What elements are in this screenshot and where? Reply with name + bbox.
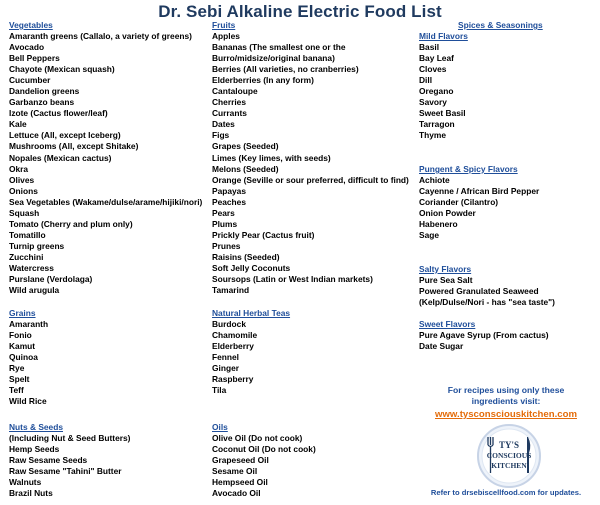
list-item: Turnip greens bbox=[9, 240, 65, 251]
list-item: Date Sugar bbox=[419, 341, 464, 352]
pungent-flavors-heading: Pungent & Spicy Flavors bbox=[419, 164, 518, 174]
list-item: Orange (Seville or sour preferred, difficult to find) bbox=[212, 174, 409, 185]
logo-text-1: TY'S bbox=[498, 440, 520, 450]
list-item: Avocado bbox=[9, 42, 45, 53]
list-item: Oregano bbox=[419, 86, 454, 97]
list-item: Habenero bbox=[419, 219, 458, 230]
oils-section bbox=[212, 422, 316, 499]
kitchen-logo bbox=[476, 423, 542, 489]
list-item: Soursops (Latin or West Indian markets) bbox=[212, 274, 373, 285]
fruits-heading: Fruits bbox=[212, 20, 236, 30]
list-item: Tomatillo bbox=[9, 229, 46, 240]
list-item: Brazil Nuts bbox=[9, 488, 53, 499]
list-item: Tomato (Cherry and plum only) bbox=[9, 218, 133, 229]
mild-flavors-list bbox=[419, 42, 468, 141]
fruits-list bbox=[212, 31, 409, 296]
list-item: Wild Rice bbox=[9, 396, 47, 407]
sweet-flavors-list bbox=[419, 330, 549, 352]
nuts-seeds-heading: Nuts & Seeds bbox=[9, 422, 63, 432]
list-item: Elderberry bbox=[212, 341, 254, 352]
website-link[interactable]: www.tysconsciouskitchen.com bbox=[435, 409, 577, 420]
mild-flavors-section bbox=[419, 31, 468, 141]
oils-list bbox=[212, 433, 316, 499]
recipes-line-2: ingredients visit: bbox=[471, 396, 541, 406]
grains-heading: Grains bbox=[9, 308, 36, 318]
list-item: Watercress bbox=[9, 262, 54, 273]
grains-section bbox=[9, 308, 48, 407]
list-item: Nopales (Mexican cactus) bbox=[9, 152, 112, 163]
oils-heading: Oils bbox=[212, 422, 228, 432]
list-item: Purslane (Verdolaga) bbox=[9, 274, 93, 285]
list-item: Sage bbox=[419, 230, 440, 241]
logo-text-3: KITCHEN bbox=[491, 461, 527, 470]
list-item: Basil bbox=[419, 42, 440, 52]
list-item: Soft Jelly Coconuts bbox=[212, 262, 291, 273]
recipes-note bbox=[418, 385, 594, 407]
salty-flavors-section bbox=[419, 264, 555, 308]
list-item: Amaranth greens (Callalo, a variety of greens) bbox=[9, 31, 192, 41]
list-item: Tila bbox=[212, 385, 227, 396]
list-item: Spelt bbox=[9, 374, 30, 385]
salty-flavors-list bbox=[419, 275, 555, 308]
list-item: Papayas bbox=[212, 185, 246, 196]
list-item: Olive Oil (Do not cook) bbox=[212, 433, 303, 443]
list-item: Coconut Oil (Do not cook) bbox=[212, 444, 316, 455]
logo-text-2: CONSCIOUS bbox=[486, 451, 532, 460]
list-item: Dill bbox=[419, 75, 433, 86]
vegetables-list bbox=[9, 31, 202, 296]
mild-flavors-heading: Mild Flavors bbox=[419, 31, 468, 41]
list-item: Ginger bbox=[212, 363, 239, 374]
list-item: Dandelion greens bbox=[9, 86, 80, 97]
pungent-flavors-section bbox=[419, 164, 539, 241]
list-item: Raw Sesame "Tahini" Butter bbox=[9, 466, 122, 477]
herbal-teas-list bbox=[212, 319, 290, 396]
list-item: Mushrooms (All, except Shitake) bbox=[9, 141, 139, 152]
list-item: Zucchini bbox=[9, 251, 44, 262]
sweet-flavors-heading: Sweet Flavors bbox=[419, 319, 476, 329]
list-item: Achiote bbox=[419, 175, 450, 185]
refer-note: Refer to drsebiscellfood.com for updates. bbox=[430, 488, 582, 497]
list-item: Bay Leaf bbox=[419, 53, 454, 64]
list-item: Tamarind bbox=[212, 285, 250, 296]
list-item: Lettuce (All, except Iceberg) bbox=[9, 130, 121, 141]
list-item: Wild arugula bbox=[9, 285, 60, 296]
list-item: Hempseed Oil bbox=[212, 477, 268, 488]
list-item: Cloves bbox=[419, 64, 447, 75]
list-item: Savory bbox=[419, 97, 447, 108]
list-item: Currants bbox=[212, 108, 247, 119]
list-item: Burro/midsize/original banana) bbox=[212, 53, 335, 64]
list-item: Izote (Cactus flower/leaf) bbox=[9, 108, 108, 119]
list-item: Chayote (Mexican squash) bbox=[9, 64, 115, 75]
list-item: Garbanzo beans bbox=[9, 97, 75, 108]
list-item: Elderberries (In any form) bbox=[212, 75, 314, 86]
list-item: Sesame Oil bbox=[212, 466, 258, 477]
list-item: Quinoa bbox=[9, 352, 38, 363]
list-item: Plums bbox=[212, 218, 238, 229]
list-item: Apples bbox=[212, 31, 240, 41]
list-item: Berries (All varieties, no cranberries) bbox=[212, 64, 359, 75]
sweet-flavors-section bbox=[419, 319, 549, 352]
list-item: Avocado Oil bbox=[212, 488, 261, 499]
list-item: Figs bbox=[212, 130, 230, 141]
list-item: Walnuts bbox=[9, 477, 42, 488]
list-item: Grapeseed Oil bbox=[212, 455, 269, 466]
list-item: Onions bbox=[9, 185, 38, 196]
list-item: Cantaloupe bbox=[212, 86, 258, 97]
list-item: Cucumber bbox=[9, 75, 51, 86]
list-item: Prickly Pear (Cactus fruit) bbox=[212, 229, 315, 240]
list-item: Fonio bbox=[9, 330, 32, 341]
list-item: Bell Peppers bbox=[9, 53, 60, 64]
list-item: Peaches bbox=[212, 196, 246, 207]
list-item: Pure Sea Salt bbox=[419, 275, 473, 285]
list-item: Pears bbox=[212, 207, 235, 218]
list-item: Olives bbox=[9, 174, 35, 185]
list-item: Rye bbox=[9, 363, 25, 374]
list-item: Onion Powder bbox=[419, 208, 476, 219]
fruits-section bbox=[212, 20, 409, 296]
vegetables-section bbox=[9, 20, 202, 296]
list-item: Kale bbox=[9, 119, 27, 130]
list-item: Amaranth bbox=[9, 319, 49, 329]
list-item: Sweet Basil bbox=[419, 108, 466, 119]
list-item: Okra bbox=[9, 163, 29, 174]
list-item: Grapes (Seeded) bbox=[212, 141, 279, 152]
list-item: Kamut bbox=[9, 341, 36, 352]
page-title: Dr. Sebi Alkaline Electric Food List bbox=[158, 2, 442, 21]
list-item: Tarragon bbox=[419, 119, 455, 130]
list-item: Raisins (Seeded) bbox=[212, 251, 280, 262]
list-item: Thyme bbox=[419, 130, 446, 141]
nuts-seeds-section bbox=[9, 422, 130, 499]
list-item: Cherries bbox=[212, 97, 246, 108]
salty-flavors-heading: Salty Flavors bbox=[419, 264, 472, 274]
vegetables-heading: Vegetables bbox=[9, 20, 53, 30]
list-item: Bananas (The smallest one or the bbox=[212, 42, 346, 53]
grains-list bbox=[9, 319, 48, 407]
spices-section bbox=[458, 20, 543, 31]
list-item: Coriander (Cilantro) bbox=[419, 197, 499, 208]
list-item: Sea Vegetables (Wakame/dulse/arame/hijiki/nori) bbox=[9, 196, 203, 207]
list-item: Squash bbox=[9, 207, 40, 218]
recipes-line-1: For recipes using only these bbox=[447, 385, 565, 395]
list-item: Raspberry bbox=[212, 374, 254, 385]
herbal-teas-section bbox=[212, 308, 290, 396]
list-item: Pure Agave Syrup (From cactus) bbox=[419, 330, 549, 340]
list-item: Teff bbox=[9, 385, 24, 396]
list-item: Fennel bbox=[212, 352, 239, 363]
list-item: Cayenne / African Bird Pepper bbox=[419, 186, 540, 197]
herbal-teas-heading: Natural Herbal Teas bbox=[212, 308, 291, 318]
list-item: (Kelp/Dulse/Nori - has "sea taste") bbox=[419, 297, 555, 308]
spices-heading: Spices & Seasonings bbox=[458, 20, 543, 30]
list-item: (Including Nut & Seed Butters) bbox=[9, 433, 131, 443]
list-item: Dates bbox=[212, 119, 235, 130]
pungent-flavors-list bbox=[419, 175, 539, 241]
list-item: Powered Granulated Seaweed bbox=[419, 286, 539, 297]
list-item: Melons (Seeded) bbox=[212, 163, 279, 174]
list-item: Hemp Seeds bbox=[9, 444, 60, 455]
list-item: Raw Sesame Seeds bbox=[9, 455, 88, 466]
list-item: Limes (Key limes, with seeds) bbox=[212, 152, 331, 163]
nuts-seeds-list bbox=[9, 433, 130, 499]
list-item: Prunes bbox=[212, 240, 241, 251]
list-item: Chamomile bbox=[212, 330, 258, 341]
list-item: Burdock bbox=[212, 319, 246, 329]
